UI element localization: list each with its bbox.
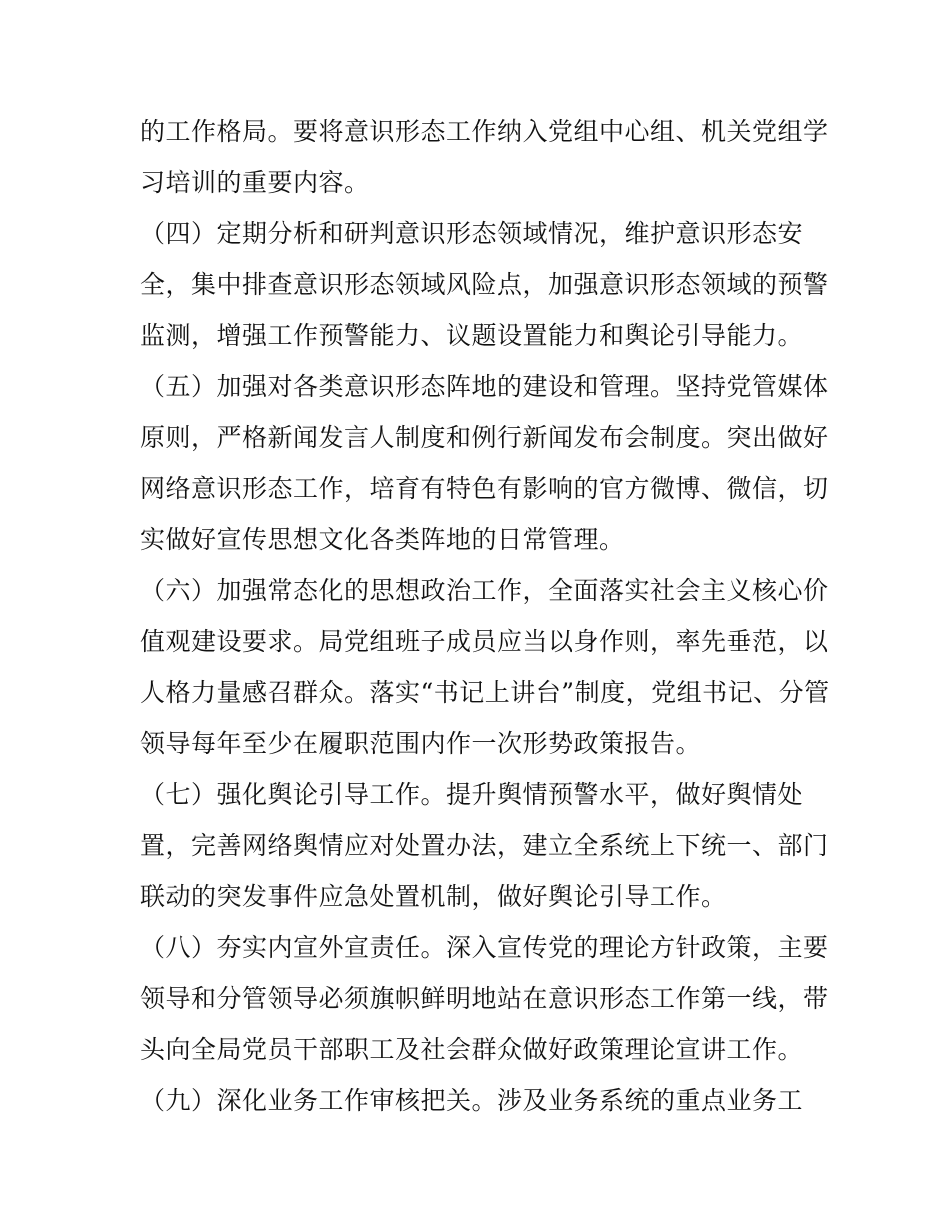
text-line: 领导和分管领导必须旗帜鲜明地站在意识形态工作第一线，带 xyxy=(140,984,829,1013)
document-body xyxy=(140,106,830,1126)
text-line: 头向全局党员干部职工及社会群众做好政策理论宣讲工作。 xyxy=(140,1035,804,1064)
text-line: 值观建设要求。局党组班子成员应当以身作则，率先垂范，以 xyxy=(140,627,829,656)
text-line: 监测，增强工作预警能力、议题设置能力和舆论引导能力。 xyxy=(140,321,804,350)
text-line: （八）夯实内宣外宣责任。深入宣传党的理论方针政策，主要 xyxy=(140,933,829,962)
text-line: 全，集中排查意识形态领域风险点，加强意识形态领域的预警 xyxy=(140,270,829,299)
text-line: 实做好宣传思想文化各类阵地的日常管理。 xyxy=(140,525,625,554)
text-line: 习培训的重要内容。 xyxy=(140,168,370,197)
text-line: 人格力量感召群众。落实“书记上讲台”制度，党组书记、分管 xyxy=(140,678,830,707)
text-line: 的工作格局。要将意识形态工作纳入党组中心组、机关党组学 xyxy=(140,117,829,146)
text-line: （四）定期分析和研判意识形态领域情况，维护意识形态安 xyxy=(140,219,804,248)
text-line: 网络意识形态工作，培育有特色有影响的官方微博、微信，切 xyxy=(140,474,829,503)
text-line: （六）加强常态化的思想政治工作，全面落实社会主义核心价 xyxy=(140,576,829,605)
text-line: （九）深化业务工作审核把关。涉及业务系统的重点业务工 xyxy=(140,1086,804,1115)
text-line: 联动的突发事件应急处置机制，做好舆论引导工作。 xyxy=(140,882,727,911)
text-line: 领导每年至少在履职范围内作一次形势政策报告。 xyxy=(140,729,702,758)
text-line: 置，完善网络舆情应对处置办法，建立全系统上下统一、部门 xyxy=(140,831,829,860)
text-line: 原则，严格新闻发言人制度和例行新闻发布会制度。突出做好 xyxy=(140,423,829,452)
text-line: （七）强化舆论引导工作。提升舆情预警水平，做好舆情处 xyxy=(140,780,804,809)
text-line: （五）加强对各类意识形态阵地的建设和管理。坚持党管媒体 xyxy=(140,372,829,401)
